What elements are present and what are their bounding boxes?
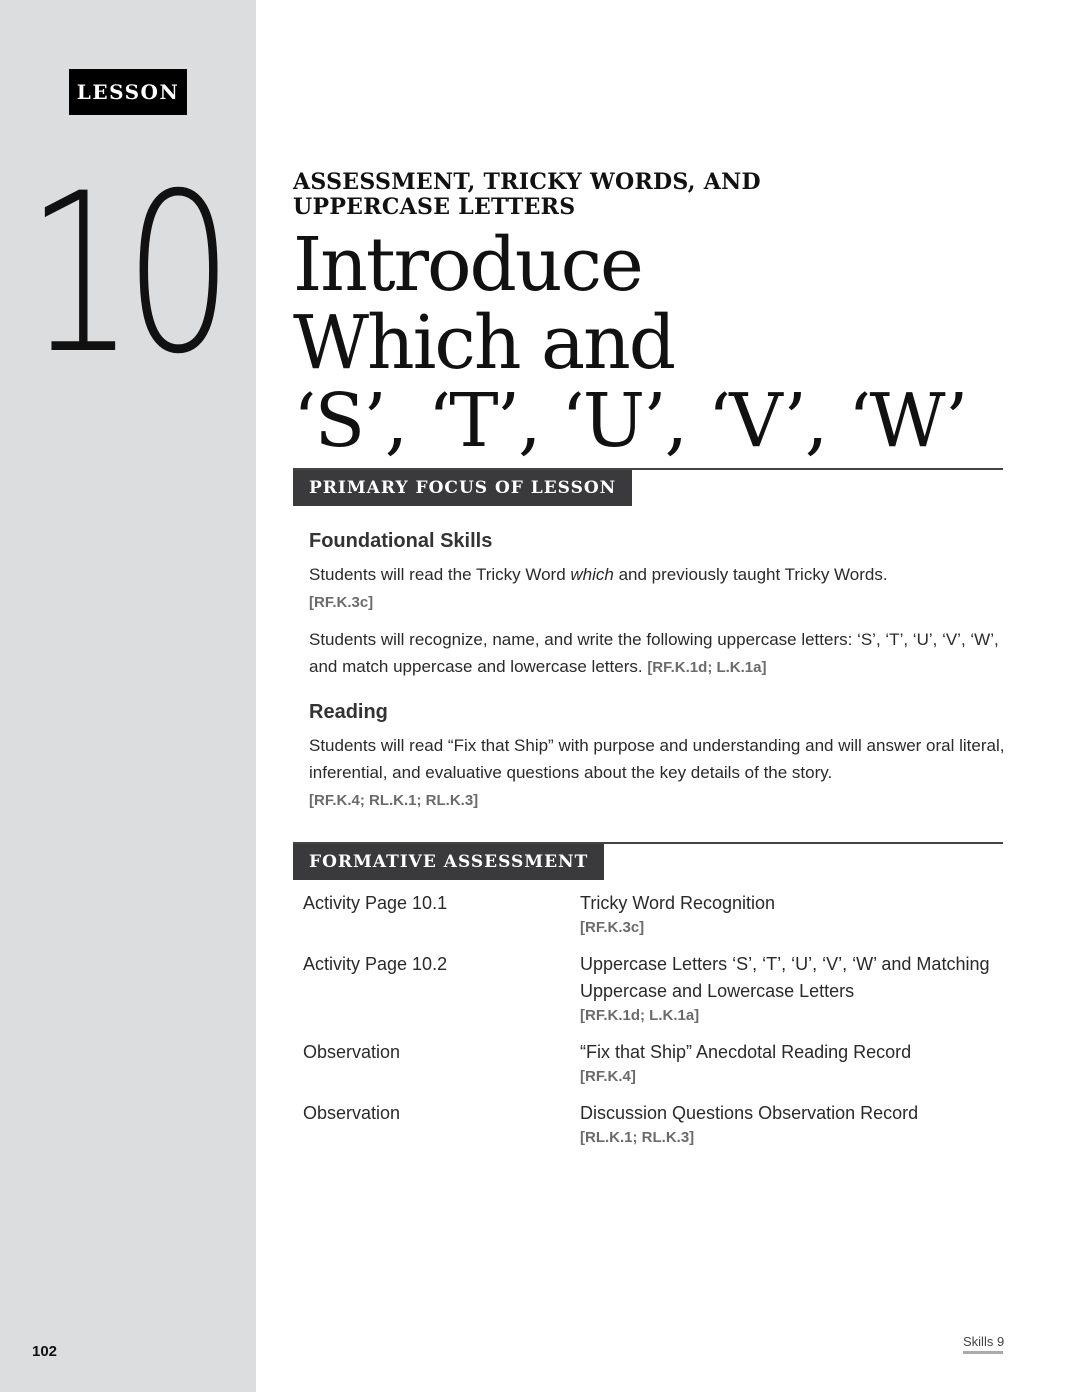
table-row xyxy=(303,951,1013,1027)
formative-assessment-table xyxy=(303,890,1013,1161)
lesson-label: LESSON xyxy=(69,69,187,115)
foundational-objective-2 xyxy=(309,626,1009,681)
table-row xyxy=(303,890,1013,939)
assessment-description: Uppercase Letters ‘S’, ‘T’, ‘U’, ‘V’, ‘W’ and Matching Uppercase and Lowercase Letters xyxy=(580,954,990,1001)
table-row xyxy=(303,1039,1013,1088)
lesson-subtitle: ASSESSMENT, TRICKY WORDS, AND UPPERCASE LETTERS xyxy=(293,169,761,220)
title-line: ‘S’, ‘T’, ‘U’, ‘V’, ‘W’ xyxy=(293,378,967,464)
assessment-source: Activity Page 10.1 xyxy=(303,893,448,913)
standard-code: [RL.K.1; RL.K.3] xyxy=(580,1129,695,1146)
lesson-number: 10 xyxy=(26,146,223,402)
reading-objective xyxy=(309,732,1009,814)
assessment-source: Observation xyxy=(303,1103,401,1123)
formative-assessment-label: FORMATIVE ASSESSMENT xyxy=(293,844,604,880)
title-line: Introduce xyxy=(293,222,642,308)
standard-code: [RF.K.1d; L.K.1a] xyxy=(647,659,767,676)
assessment-detail xyxy=(580,1039,1010,1088)
assessment-source: Observation xyxy=(303,1042,401,1062)
objective-text: Students will read “Fix that Ship” with purpose and understanding and will answer oral literal, inferential, and evaluative questions about the key details of the story. xyxy=(309,736,1005,782)
standard-code: [RF.K.1d; L.K.1a] xyxy=(580,1007,700,1024)
assessment-detail xyxy=(580,1100,1010,1149)
objective-text: Students will recognize, name, and write the following uppercase letters: ‘S’, ‘T’, ‘U’, ‘V’, ‘W’, and match uppercase and lowercase letters. xyxy=(309,630,999,676)
primary-focus-label: PRIMARY FOCUS OF LESSON xyxy=(293,470,632,506)
reading-heading: Reading xyxy=(309,701,388,723)
lesson-title xyxy=(293,222,1013,464)
assessment-description: “Fix that Ship” Anecdotal Reading Record xyxy=(580,1042,912,1062)
tricky-word: which xyxy=(570,565,614,584)
assessment-source: Activity Page 10.2 xyxy=(303,954,448,974)
foundational-skills-heading: Foundational Skills xyxy=(309,530,493,552)
standard-code: [RF.K.3c] xyxy=(309,594,374,611)
assessment-detail xyxy=(580,890,1010,939)
page-number: 102 xyxy=(32,1343,58,1360)
footer-label: Skills 9 xyxy=(963,1334,1005,1349)
objective-text: and previously taught Tricky Words. xyxy=(613,565,888,584)
standard-code: [RF.K.4; RL.K.1; RL.K.3] xyxy=(309,792,479,809)
foundational-objective-1 xyxy=(309,561,1009,616)
title-line: Which and xyxy=(293,300,675,386)
footer-bar xyxy=(963,1351,1003,1354)
standard-code: [RF.K.3c] xyxy=(580,919,645,936)
primary-focus-content xyxy=(309,530,1009,824)
table-row xyxy=(303,1100,1013,1149)
assessment-detail xyxy=(580,951,1010,1027)
assessment-description: Discussion Questions Observation Record xyxy=(580,1103,919,1123)
standard-code: [RF.K.4] xyxy=(580,1068,636,1085)
objective-text: Students will read the Tricky Word xyxy=(309,565,571,584)
assessment-description: Tricky Word Recognition xyxy=(580,893,776,913)
